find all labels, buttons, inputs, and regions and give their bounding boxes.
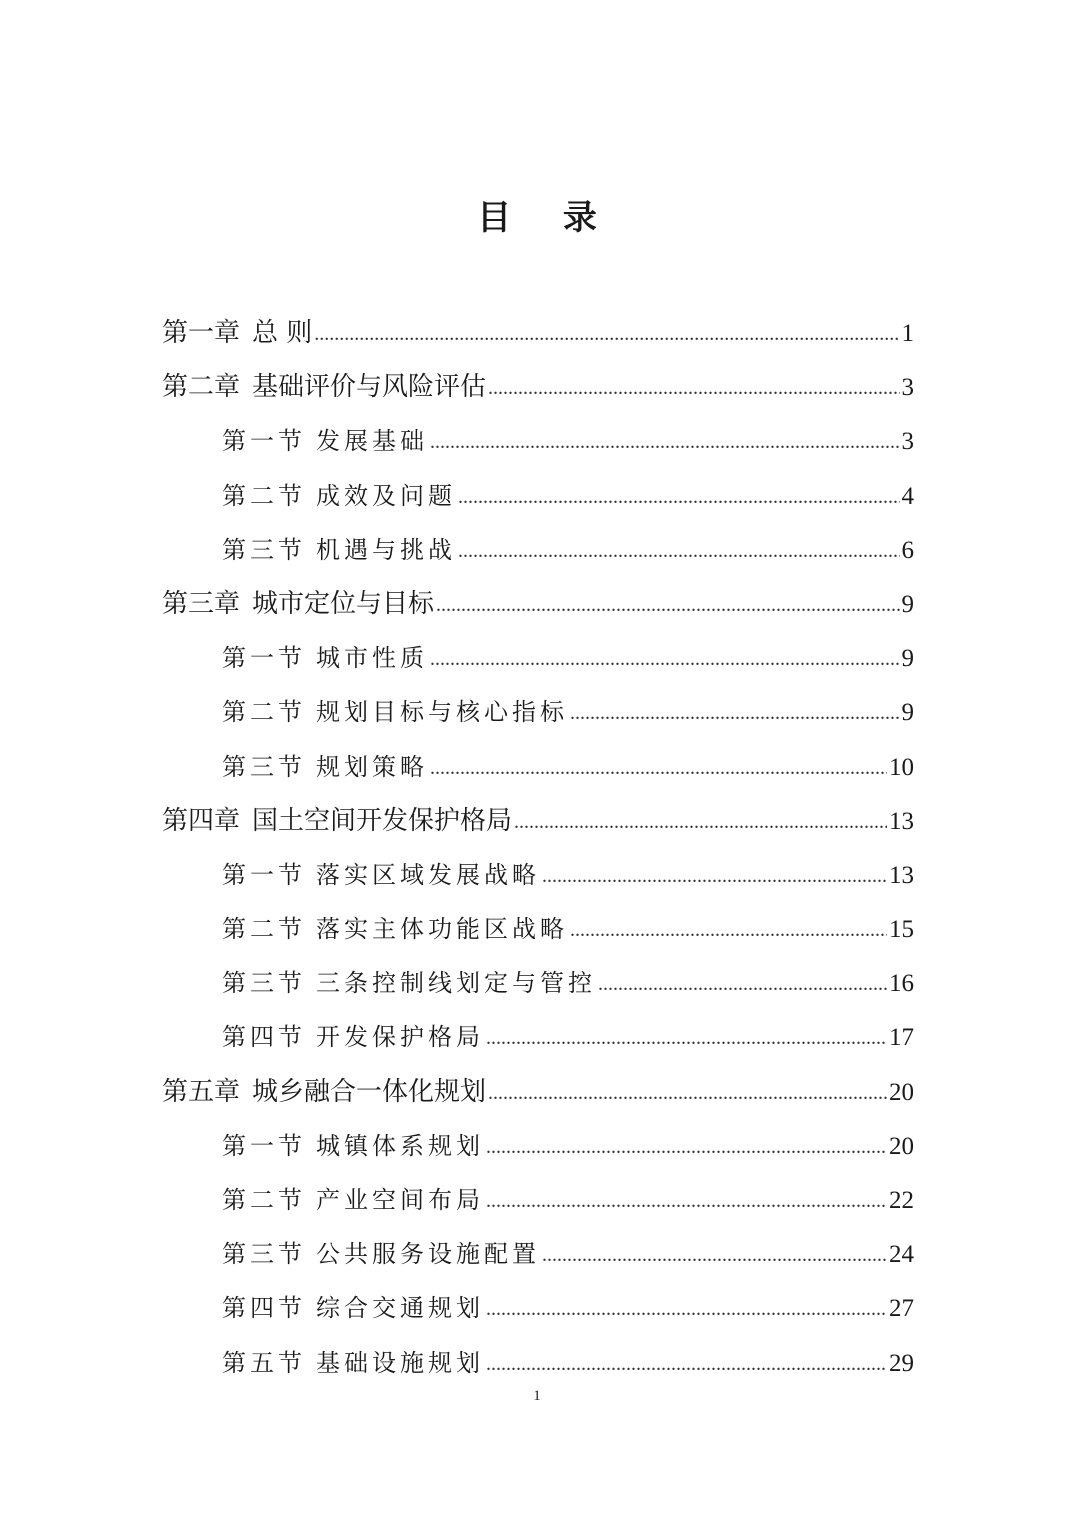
toc-entry-label [222, 1010, 484, 1064]
toc-dot-leader [458, 470, 900, 524]
toc-dot-leader [458, 524, 900, 578]
toc-entry-number: 第三节 [222, 1240, 306, 1269]
toc-dot-leader [542, 849, 887, 903]
toc-page-number: 1 [901, 320, 914, 347]
toc-entry-section-4-3[interactable] [162, 956, 914, 1010]
toc-entry-label [222, 848, 540, 902]
toc-entry-number: 第一章 [162, 318, 241, 348]
toc-entry-section-5-3[interactable] [162, 1227, 914, 1281]
toc-dot-leader [430, 632, 900, 686]
toc-entry-label [162, 1065, 486, 1119]
toc-page-number: 17 [889, 1024, 914, 1052]
toc-entry-title: 基础设施规划 [316, 1348, 484, 1377]
toc-entry-section-3-1[interactable] [162, 631, 914, 685]
toc-entry-label [162, 794, 512, 848]
toc-page-number: 15 [889, 916, 914, 944]
page-title: 目 录 [477, 198, 617, 238]
toc-entry-title: 基础评价与风险评估 [252, 372, 487, 403]
toc-dot-leader [514, 795, 887, 849]
toc-entry-number: 第五节 [222, 1348, 306, 1377]
toc-entry-label [222, 1119, 484, 1173]
toc-entry-label [162, 306, 312, 360]
toc-entry-title: 城乡融合一体化规划 [252, 1076, 487, 1107]
toc-dot-leader [486, 1011, 887, 1065]
toc-page-number: 9 [901, 699, 914, 727]
toc-entry-number: 第一节 [222, 427, 306, 456]
toc-dot-leader [430, 741, 887, 795]
table-of-contents [162, 306, 914, 1390]
toc-entry-number: 第二节 [222, 1186, 306, 1214]
page-footer-number: 1 [533, 1388, 541, 1404]
toc-entry-section-5-5[interactable] [162, 1336, 914, 1390]
toc-entry-label [222, 1281, 484, 1335]
toc-dot-leader [598, 957, 887, 1011]
toc-entry-title: 城市性质 [316, 644, 428, 673]
toc-page-number: 29 [889, 1349, 914, 1377]
toc-entry-section-2-1[interactable] [162, 414, 914, 468]
toc-dot-leader [314, 307, 899, 361]
toc-entry-label [222, 1227, 540, 1281]
toc-page-number: 9 [901, 590, 914, 618]
toc-entry-title: 发展基础 [316, 427, 428, 456]
toc-entry-chapter-4[interactable] [162, 794, 914, 848]
toc-entry-label [222, 414, 428, 468]
toc-entry-number: 第二节 [222, 915, 306, 944]
toc-entry-number: 第二节 [222, 698, 306, 727]
toc-entry-title: 规划目标与核心指标 [316, 698, 568, 727]
toc-entry-title: 公共服务设施配置 [316, 1240, 540, 1269]
toc-entry-title: 总 则 [252, 318, 313, 348]
toc-entry-title: 产业空间布局 [316, 1186, 484, 1214]
toc-entry-number: 第二章 [162, 372, 241, 403]
toc-entry-label [222, 631, 428, 685]
toc-entry-section-5-1[interactable] [162, 1119, 914, 1173]
toc-entry-title: 综合交通规划 [316, 1294, 484, 1323]
toc-entry-section-3-3[interactable] [162, 740, 914, 794]
toc-page-number: 13 [889, 861, 914, 889]
toc-entry-number: 第一节 [222, 644, 306, 673]
toc-page-number: 3 [901, 374, 914, 402]
toc-entry-section-5-2[interactable] [162, 1173, 914, 1227]
toc-entry-label [222, 1173, 484, 1227]
toc-entry-label [222, 902, 568, 956]
toc-entry-number: 第三节 [222, 752, 306, 781]
toc-entry-label [162, 577, 434, 631]
toc-entry-number: 第一节 [222, 860, 306, 889]
toc-page-number: 4 [901, 482, 914, 510]
toc-entry-label [222, 1336, 484, 1390]
toc-dot-leader [486, 1337, 887, 1391]
toc-dot-leader [436, 578, 899, 632]
toc-entry-title: 落实主体功能区战略 [316, 915, 568, 944]
toc-entry-label [222, 469, 456, 523]
toc-dot-leader [542, 1228, 887, 1282]
toc-entry-chapter-2[interactable] [162, 360, 914, 414]
toc-entry-label [222, 523, 456, 577]
toc-page-number: 3 [901, 428, 914, 456]
toc-dot-leader [570, 686, 900, 740]
toc-entry-number: 第三章 [162, 588, 241, 619]
toc-entry-label [222, 740, 428, 794]
toc-page-number: 13 [889, 807, 914, 835]
toc-page-number: 27 [889, 1295, 914, 1323]
toc-entry-number: 第五章 [162, 1076, 241, 1107]
toc-page-number: 16 [889, 970, 914, 998]
toc-entry-section-3-2[interactable] [162, 685, 914, 739]
toc-dot-leader [570, 903, 887, 957]
toc-dot-leader [486, 1120, 887, 1174]
toc-entry-number: 第二节 [222, 481, 306, 510]
toc-entry-section-2-2[interactable] [162, 469, 914, 523]
toc-entry-number: 第一节 [222, 1131, 306, 1160]
toc-entry-section-5-4[interactable] [162, 1281, 914, 1335]
toc-entry-title: 开发保护格局 [316, 1023, 484, 1052]
toc-page-number: 10 [889, 753, 914, 781]
toc-entry-number: 第四节 [222, 1023, 306, 1052]
toc-page-number: 20 [889, 1132, 914, 1160]
toc-entry-section-4-4[interactable] [162, 1010, 914, 1064]
toc-entry-title: 成效及问题 [316, 481, 456, 510]
toc-entry-title: 机遇与挑战 [316, 535, 456, 564]
toc-entry-label [162, 360, 486, 414]
toc-entry-title: 落实区域发展战略 [316, 860, 540, 889]
toc-entry-number: 第四章 [162, 805, 241, 836]
toc-dot-leader [486, 1282, 887, 1336]
toc-page-number: 6 [901, 536, 914, 564]
toc-entry-title: 国土空间开发保护格局 [252, 805, 513, 836]
toc-page-number: 22 [889, 1187, 914, 1214]
toc-page-number: 24 [889, 1241, 914, 1269]
toc-entry-section-4-2[interactable] [162, 902, 914, 956]
toc-entry-section-2-3[interactable] [162, 523, 914, 577]
toc-entry-number: 第四节 [222, 1294, 306, 1323]
toc-entry-number: 第三节 [222, 969, 306, 998]
toc-dot-leader [430, 415, 900, 469]
toc-dot-leader [486, 1174, 887, 1228]
toc-dot-leader [488, 361, 899, 415]
toc-dot-leader [488, 1066, 887, 1120]
toc-entry-title: 三条控制线划定与管控 [316, 969, 596, 998]
toc-entry-label [222, 685, 568, 739]
toc-entry-label [222, 956, 596, 1010]
toc-entry-number: 第三节 [222, 535, 306, 564]
toc-page-number: 9 [901, 645, 914, 673]
toc-entry-section-4-1[interactable] [162, 848, 914, 902]
toc-entry-title: 规划策略 [316, 752, 428, 781]
toc-entry-chapter-1[interactable] [162, 306, 914, 360]
toc-entry-chapter-3[interactable] [162, 577, 914, 631]
toc-entry-title: 城市定位与目标 [252, 588, 435, 619]
toc-entry-chapter-5[interactable] [162, 1065, 914, 1119]
toc-page-number: 20 [889, 1078, 914, 1106]
toc-entry-title: 城镇体系规划 [316, 1131, 484, 1160]
